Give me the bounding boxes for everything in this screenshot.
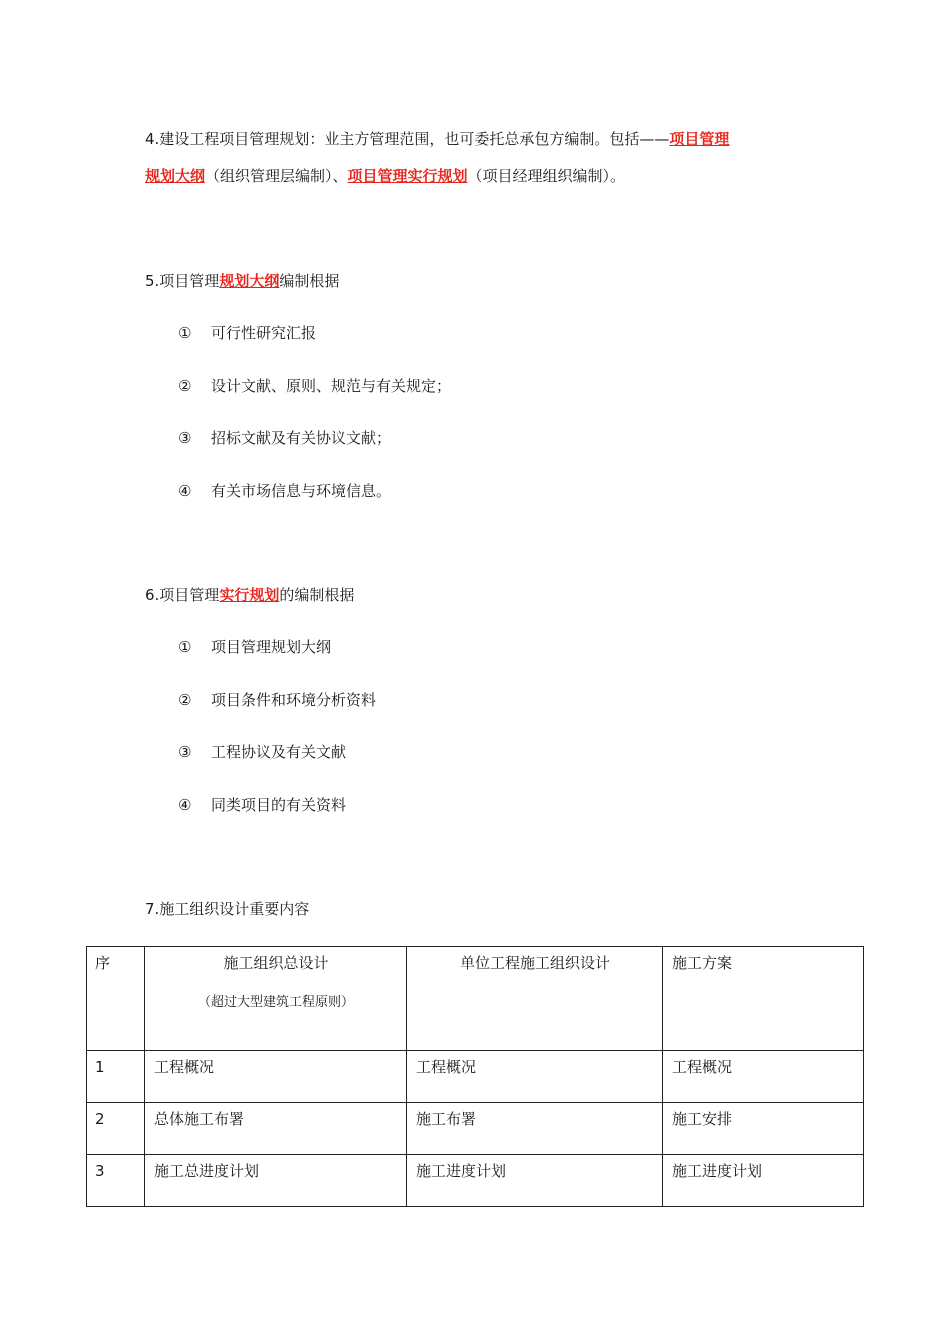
section-4-text-3: （项目经理组织编制）。 [467,167,626,185]
section-5-item [178,376,451,396]
table-cell: 施工进度计划 [663,1155,864,1207]
section-6-item [178,690,376,710]
item-number: ④ [178,796,192,814]
section-4-text: 4.建设工程项目管理规划：业主方管理范围，也可委托总承包方编制。包括—— [145,130,670,148]
section-5-heading [145,271,339,291]
section-4-highlight-2: 规划大纲 [145,167,206,185]
table-row [87,1103,864,1155]
table-row [87,1155,864,1207]
table-cell: 施工安排 [663,1103,864,1155]
item-text: 招标文献及有关协议文献； [211,429,392,447]
section-6-heading [145,585,354,605]
table-cell: 施工布署 [407,1103,663,1155]
item-text: 项目条件和环境分析资料 [211,691,377,709]
table-cell: 工程概况 [663,1051,864,1103]
table-cell: 1 [87,1051,145,1103]
item-number: ② [178,377,192,395]
content-table [86,946,864,1207]
section-6-prefix: 6.项目管理 [145,586,220,604]
table-cell: 施工进度计划 [407,1155,663,1207]
table-cell: 工程概况 [407,1051,663,1103]
table-cell: 施工总进度计划 [145,1155,407,1207]
header-cell-plan: 施工方案 [663,947,864,1051]
section-6-item [178,637,331,657]
section-6-suffix: 的编制根据 [279,586,355,604]
section-5-item [178,481,391,501]
item-text: 有关市场信息与环境信息。 [211,482,392,500]
section-4-highlight-3: 项目管理实行规划 [347,167,468,185]
section-7-heading: 7.施工组织设计重要内容 [145,900,310,918]
item-number: ③ [178,429,192,447]
header-general-design-label: 施工组织总设计 [223,954,329,972]
header-cell-general-design [145,947,407,1051]
table-cell: 3 [87,1155,145,1207]
item-text: 同类项目的有关资料 [211,796,347,814]
header-cell-unit-design: 单位工程施工组织设计 [407,947,663,1051]
section-6-highlight: 实行规划 [219,586,280,604]
section-5-suffix: 编制根据 [279,272,340,290]
table-cell: 总体施工布署 [145,1103,407,1155]
header-cell-seq: 序 [87,947,145,1051]
item-number: ③ [178,743,192,761]
table-cell: 工程概况 [145,1051,407,1103]
section-4-line-2 [145,166,625,186]
section-5-item [178,323,316,343]
item-text: 设计文献、原则、规范与有关规定； [211,377,452,395]
item-number: ④ [178,482,192,500]
section-6-item [178,742,346,762]
table-header-row [87,947,864,1051]
section-4-line-1 [145,129,729,149]
section-4-highlight-1: 项目管理 [669,130,730,148]
item-text: 可行性研究汇报 [211,324,317,342]
item-text: 项目管理规划大纲 [211,638,332,656]
item-number: ② [178,691,192,709]
section-4-text-2: （组织管理层编制）、 [205,167,348,185]
section-6-item [178,795,346,815]
item-text: 工程协议及有关文献 [211,743,347,761]
section-5-prefix: 5.项目管理 [145,272,220,290]
header-general-design-note: （超过大型建筑工程原则） [197,995,354,1010]
table-row [87,1051,864,1103]
item-number: ① [178,324,192,342]
section-5-item [178,428,391,448]
section-5-highlight: 规划大纲 [219,272,280,290]
table-cell: 2 [87,1103,145,1155]
item-number: ① [178,638,192,656]
